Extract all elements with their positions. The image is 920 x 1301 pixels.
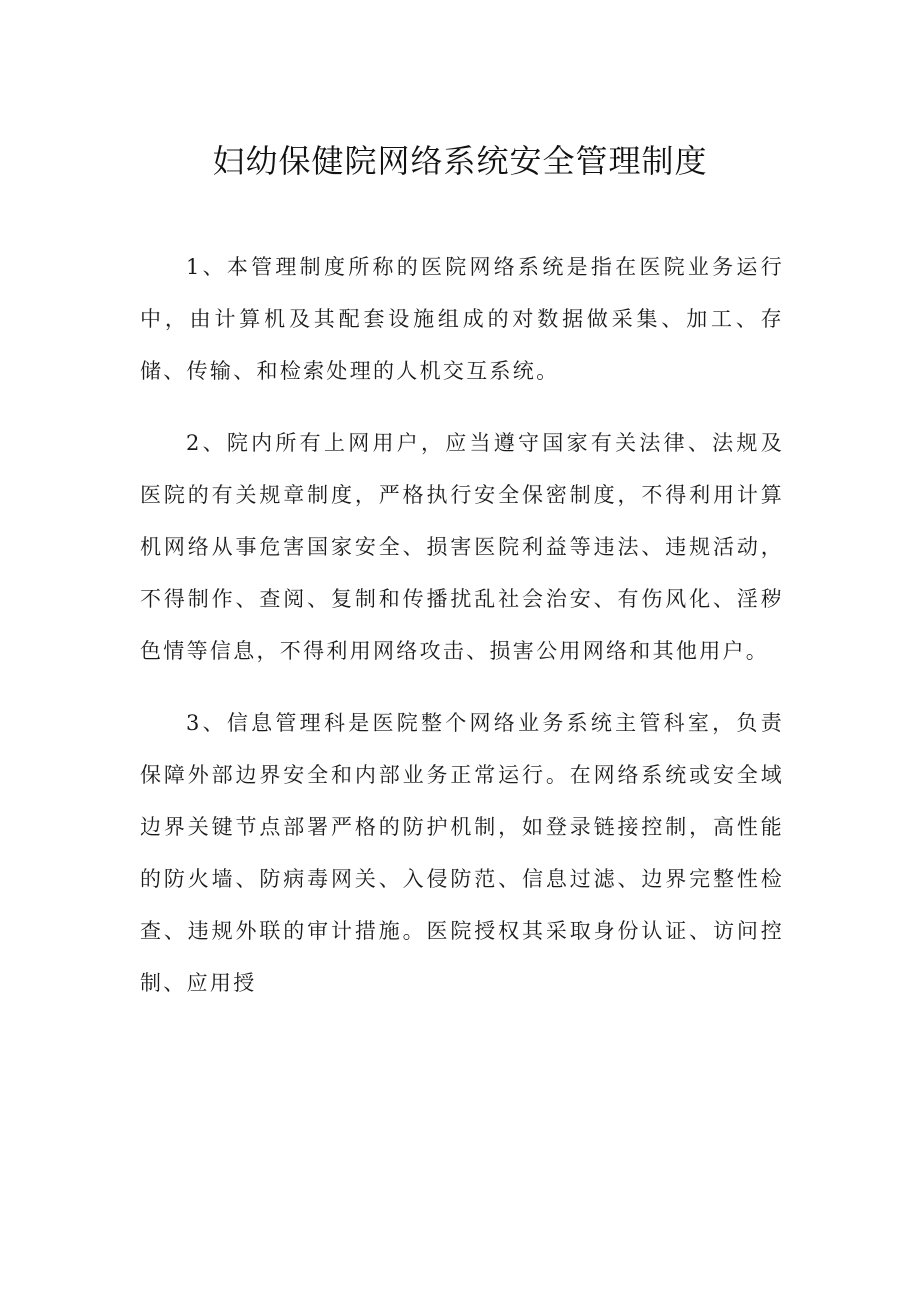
paragraph-1: 1、本管理制度所称的医院网络系统是指在医院业务运行中，由计算机及其配套设施组成的对数据做采集、加工、存储、传输、和检索处理的人机交互系统。 (140, 255, 784, 383)
paragraph-2: 2、院内所有上网用户，应当遵守国家有关法律、法规及医院的有关规章制度，严格执行安全保密制度，不得利用计算机网络从事危害国家安全、损害医院利益等违法、违规活动，不得制作、查阅、复制和传播扰乱社会治安、有伤风化、淫秽色情等信息，不得利用网络攻击、损害公用网络和其他用户。 (140, 431, 784, 663)
document-body (140, 241, 784, 1029)
document-title: 妇幼保健院网络系统安全管理制度 (212, 142, 708, 180)
paragraph-3: 3、信息管理科是医院整个网络业务系统主管科室，负责保障外部边界安全和内部业务正常运行。在网络系统或安全域边界关键节点部署严格的防护机制，如登录链接控制，高性能的防火墙、防病毒网关、入侵防范、信息过滤、边界完整性检查、违规外联的审计措施。医院授权其采取身份认证、访问控制、应用授 (140, 711, 784, 995)
